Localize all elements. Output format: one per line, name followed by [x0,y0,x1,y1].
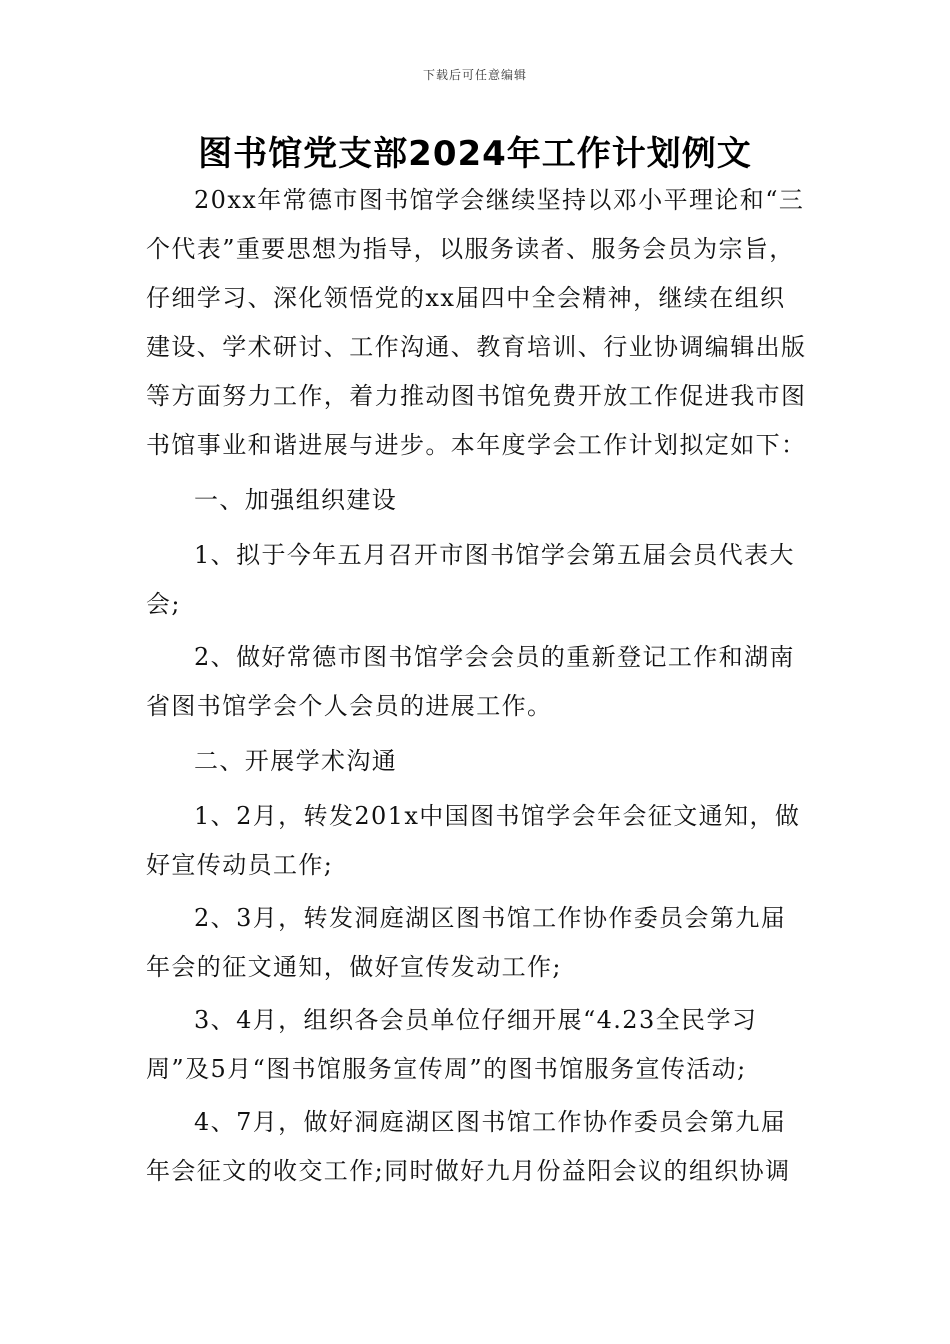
section-heading-2: 二、开展学术沟通 [194,747,398,775]
section-2-item-2: 2、3月，转发洞庭湖区图书馆工作协作委员会第九届年会的征文通知，做好宣传发动工作; [146,904,787,981]
document-body [146,176,810,1200]
section-1-item-2: 2、做好常德市图书馆学会会员的重新登记工作和湖南省图书馆学会个人会员的进展工作。 [146,643,795,720]
document-title: 图书馆党支部2024年工作计划例文 [198,134,752,174]
section-heading-1: 一、加强组织建设 [194,486,398,514]
section-2-item-1: 1、2月，转发201x中国图书馆学会年会征文通知，做好宣传动员工作; [146,802,801,879]
section-1-item-1: 1、拟于今年五月召开市图书馆学会第五届会员代表大会; [146,541,795,618]
section-2-item-4: 4、7月，做好洞庭湖区图书馆工作协作委员会第九届年会征文的收交工作;同时做好九月份益阳会议的组织协调 [146,1108,791,1185]
header-note: 下载后可任意编辑 [422,68,527,82]
section-2-item-3: 3、4月，组织各会员单位仔细开展“4.23全民学习周”及5月“图书馆服务宣传周”的图书馆服务宣传活动; [146,1006,758,1083]
intro-paragraph: 20xx年常德市图书馆学会继续坚持以邓小平理论和“三个代表”重要思想为指导，以服务读者、服务会员为宗旨，仔细学习、深化领悟党的xx届四中全会精神，继续在组织建设、学术研讨、工作沟通、教育培训、行业协调编辑出版等方面努力工作，着力推动图书馆免费开放工作促进我市图书馆事业和谐进展与进步。本年度学会工作计划拟定如下： [146,186,807,459]
